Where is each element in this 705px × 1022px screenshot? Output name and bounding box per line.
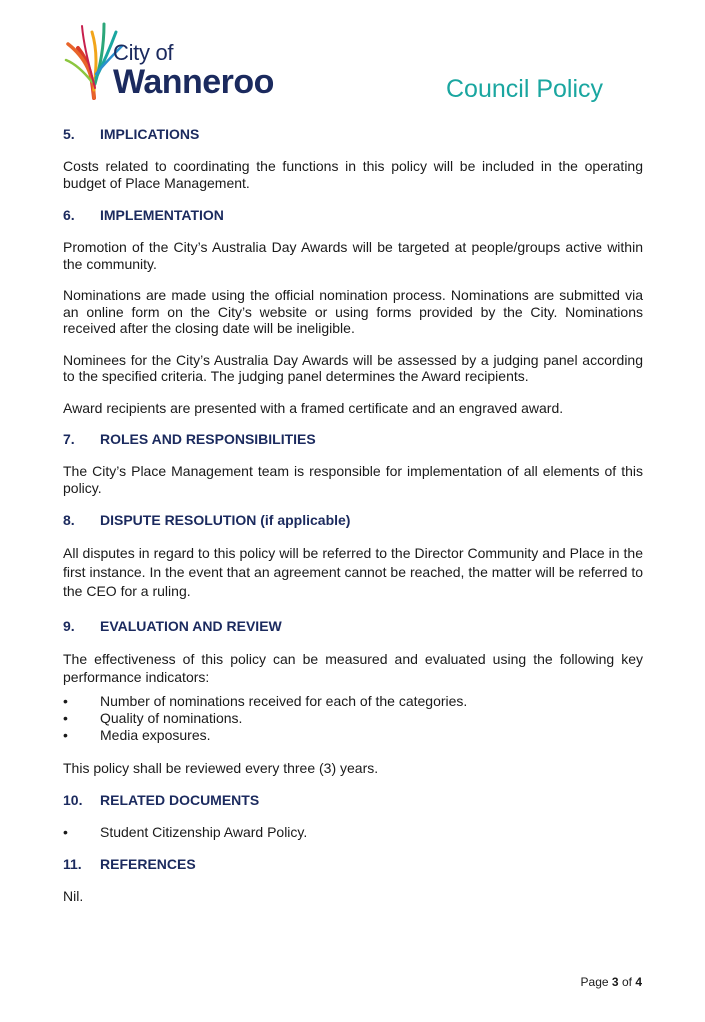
list-item — [63, 824, 643, 841]
section-title: DISPUTE RESOLUTION (if applicable) — [100, 512, 351, 528]
list-item — [63, 710, 643, 727]
section-title: IMPLEMENTATION — [100, 207, 224, 223]
section-6-paragraph-1: Promotion of the City’s Australia Day Awards will be targeted at people/groups active within the community. — [63, 239, 643, 272]
section-number: 5. — [63, 126, 75, 142]
section-9-paragraph-1: The effectiveness of this policy can be measured and evaluated using the following key performance indicators: — [63, 651, 643, 685]
section-number: 6. — [63, 207, 75, 223]
section-6-paragraph-4: Award recipients are presented with a framed certificate and an engraved award. — [63, 399, 564, 416]
section-10-heading — [63, 792, 643, 808]
page-number — [581, 975, 642, 989]
logo-text-city-of: City of — [113, 40, 174, 65]
section-9-indicator-list — [63, 693, 643, 744]
bullet-icon: • — [63, 727, 68, 743]
section-6-paragraph-3: Nominees for the City’s Australia Day Awards will be assessed by a judging panel according to the specified criteria. The judging panel determines the Award recipients. — [63, 351, 643, 384]
section-number: 11. — [63, 855, 82, 872]
list-item — [63, 727, 643, 744]
section-7-heading — [63, 431, 643, 447]
section-9-paragraph-2: This policy shall be reviewed every three (3) years. — [63, 760, 379, 776]
page-of: of — [621, 975, 632, 989]
section-title: RELATED DOCUMENTS — [100, 791, 260, 808]
section-11-paragraph: Nil. — [63, 887, 84, 904]
section-10-document-list — [63, 824, 643, 841]
section-title: ROLES AND RESPONSIBILITIES — [100, 431, 316, 447]
list-item-text: Student Citizenship Award Policy. — [100, 823, 308, 840]
section-title: REFERENCES — [100, 855, 196, 872]
section-6-paragraph-2: Nominations are made using the official nomination process. Nominations are submitted via an online form on the City’s website or using forms provided by the City. Nominations received after the closing date will be ineligible. — [63, 287, 643, 336]
section-7-paragraph: The City’s Place Management team is responsible for implementation of all elements of this policy. — [63, 463, 643, 496]
section-number: 9. — [63, 618, 75, 634]
policy-body — [63, 126, 643, 904]
list-item — [63, 693, 643, 710]
section-8-paragraph: All disputes in regard to this policy will be referred to the Director Community and Place in the first instance. In the event that an agreement cannot be reached, the matter will be referred to the CEO for a ruling. — [63, 545, 643, 599]
section-11-heading — [63, 856, 643, 872]
list-item-text: Number of nominations received for each of the categories. — [100, 693, 468, 709]
logo-text-wanneroo: Wanneroo — [113, 63, 274, 101]
city-of-wanneroo-logo — [64, 18, 304, 102]
section-number: 10. — [63, 791, 83, 808]
page-label: Page — [580, 975, 609, 989]
bullet-icon: • — [63, 693, 68, 709]
bullet-icon: • — [63, 710, 68, 726]
page-current: 3 — [611, 975, 619, 989]
section-title: IMPLICATIONS — [100, 126, 200, 142]
section-number: 8. — [63, 512, 75, 528]
section-5-heading — [63, 126, 643, 142]
section-number: 7. — [63, 431, 75, 447]
section-9-heading — [63, 618, 643, 634]
list-item-text: Media exposures. — [100, 727, 211, 743]
list-item-text: Quality of nominations. — [100, 710, 243, 726]
page-total: 4 — [635, 975, 642, 989]
section-title: EVALUATION AND REVIEW — [100, 618, 282, 634]
section-8-heading — [63, 512, 643, 528]
section-6-heading — [63, 207, 643, 223]
section-5-paragraph: Costs related to coordinating the functions in this policy will be included in the operating budget of Place Management. — [63, 158, 643, 191]
document-type-title: Council Policy — [446, 75, 604, 103]
bullet-icon: • — [63, 823, 68, 840]
